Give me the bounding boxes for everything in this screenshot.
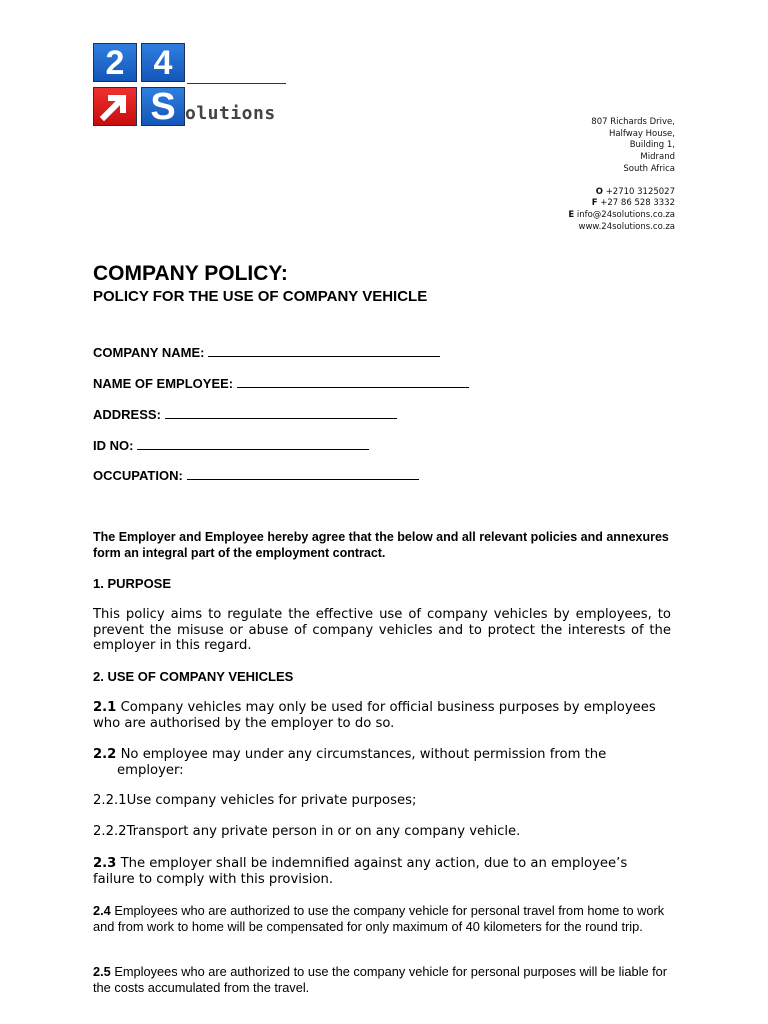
occupation-field: OCCUPATION:	[93, 468, 419, 483]
logo-tile-2: 2	[93, 43, 137, 82]
clause-number: 2.3	[93, 856, 117, 871]
clause-number: 2.2	[93, 747, 117, 762]
clause-number: 2.2.1	[93, 793, 127, 808]
logo-wordmark: olutions	[185, 103, 276, 124]
clause-2-5: 2.5 Employees who are authorized to use the company vehicle for personal purposes will be liable for the costs accumulated from the travel.	[93, 964, 668, 995]
logo-tile-4: 4	[141, 43, 185, 82]
logo-arrow-icon	[93, 87, 137, 126]
blank-line[interactable]	[187, 468, 419, 480]
clause-2-2: 2.2 No employee may under any circumstances, without permission from the employer:	[93, 747, 607, 778]
clause-number: 2.5	[93, 964, 111, 979]
logo-tile-s: S	[141, 87, 185, 126]
document-title: COMPANY POLICY:	[93, 262, 288, 285]
company-name-field: COMPANY NAME:	[93, 345, 440, 360]
logo-rule	[187, 83, 286, 84]
blank-line[interactable]	[137, 438, 369, 450]
blank-line[interactable]	[165, 407, 397, 419]
blank-line[interactable]	[208, 345, 440, 357]
document-subtitle: POLICY FOR THE USE OF COMPANY VEHICLE	[93, 288, 428, 305]
clause-2-2-2: 2.2.2Transport any private person in or on any company vehicle.	[93, 824, 521, 839]
company-address	[568, 117, 675, 233]
section-1-text: This policy aims to regulate the effective use of company vehicles by employees, to prevent the misuse or abuse of company vehicles and to protect the interests of the employer in this regard.	[93, 607, 671, 653]
agreement-intro: The Employer and Employee hereby agree that the below and all relevant policies and annexures form an integral part of the employment contract.	[93, 530, 669, 560]
email-line: E info@24solutions.co.za	[568, 209, 675, 220]
website-line: www.24solutions.co.za	[578, 221, 675, 232]
clause-2-3: 2.3 The employer shall be indemnified against any action, due to an employee’s failure to comply with this provision.	[93, 856, 628, 887]
clause-2-2-1: 2.2.1Use company vehicles for private purposes;	[93, 793, 417, 808]
address-line: Halfway House,	[608, 128, 675, 139]
company-logo	[93, 43, 288, 128]
clause-2-1: 2.1 Company vehicles may only be used for official business purposes by employees who are authorised by the employer to do so.	[93, 700, 656, 731]
clause-number: 2.1	[93, 700, 117, 715]
address-line: Midrand	[640, 152, 675, 163]
address-line: 807 Richards Drive,	[591, 117, 675, 127]
clause-number: 2.4	[93, 903, 111, 918]
id-no-field: ID NO:	[93, 438, 369, 453]
blank-line[interactable]	[237, 376, 469, 388]
section-2-heading: 2. USE OF COMPANY VEHICLES	[93, 669, 294, 684]
address-line: Building 1,	[629, 140, 675, 151]
address-line: South Africa	[623, 163, 675, 174]
fax-line: F +27 86 528 3332	[591, 198, 675, 209]
address-field: ADDRESS:	[93, 407, 397, 422]
section-1-heading: 1. PURPOSE	[93, 576, 172, 591]
phone-line: O +2710 3125027	[595, 186, 675, 197]
clause-2-4: 2.4 Employees who are authorized to use the company vehicle for personal travel from home to work and from work to home will be compensated for only maximum of 40 kilometers for the round trip.	[93, 903, 665, 934]
clause-number: 2.2.2	[93, 824, 127, 839]
employee-name-field: NAME OF EMPLOYEE:	[93, 376, 469, 391]
